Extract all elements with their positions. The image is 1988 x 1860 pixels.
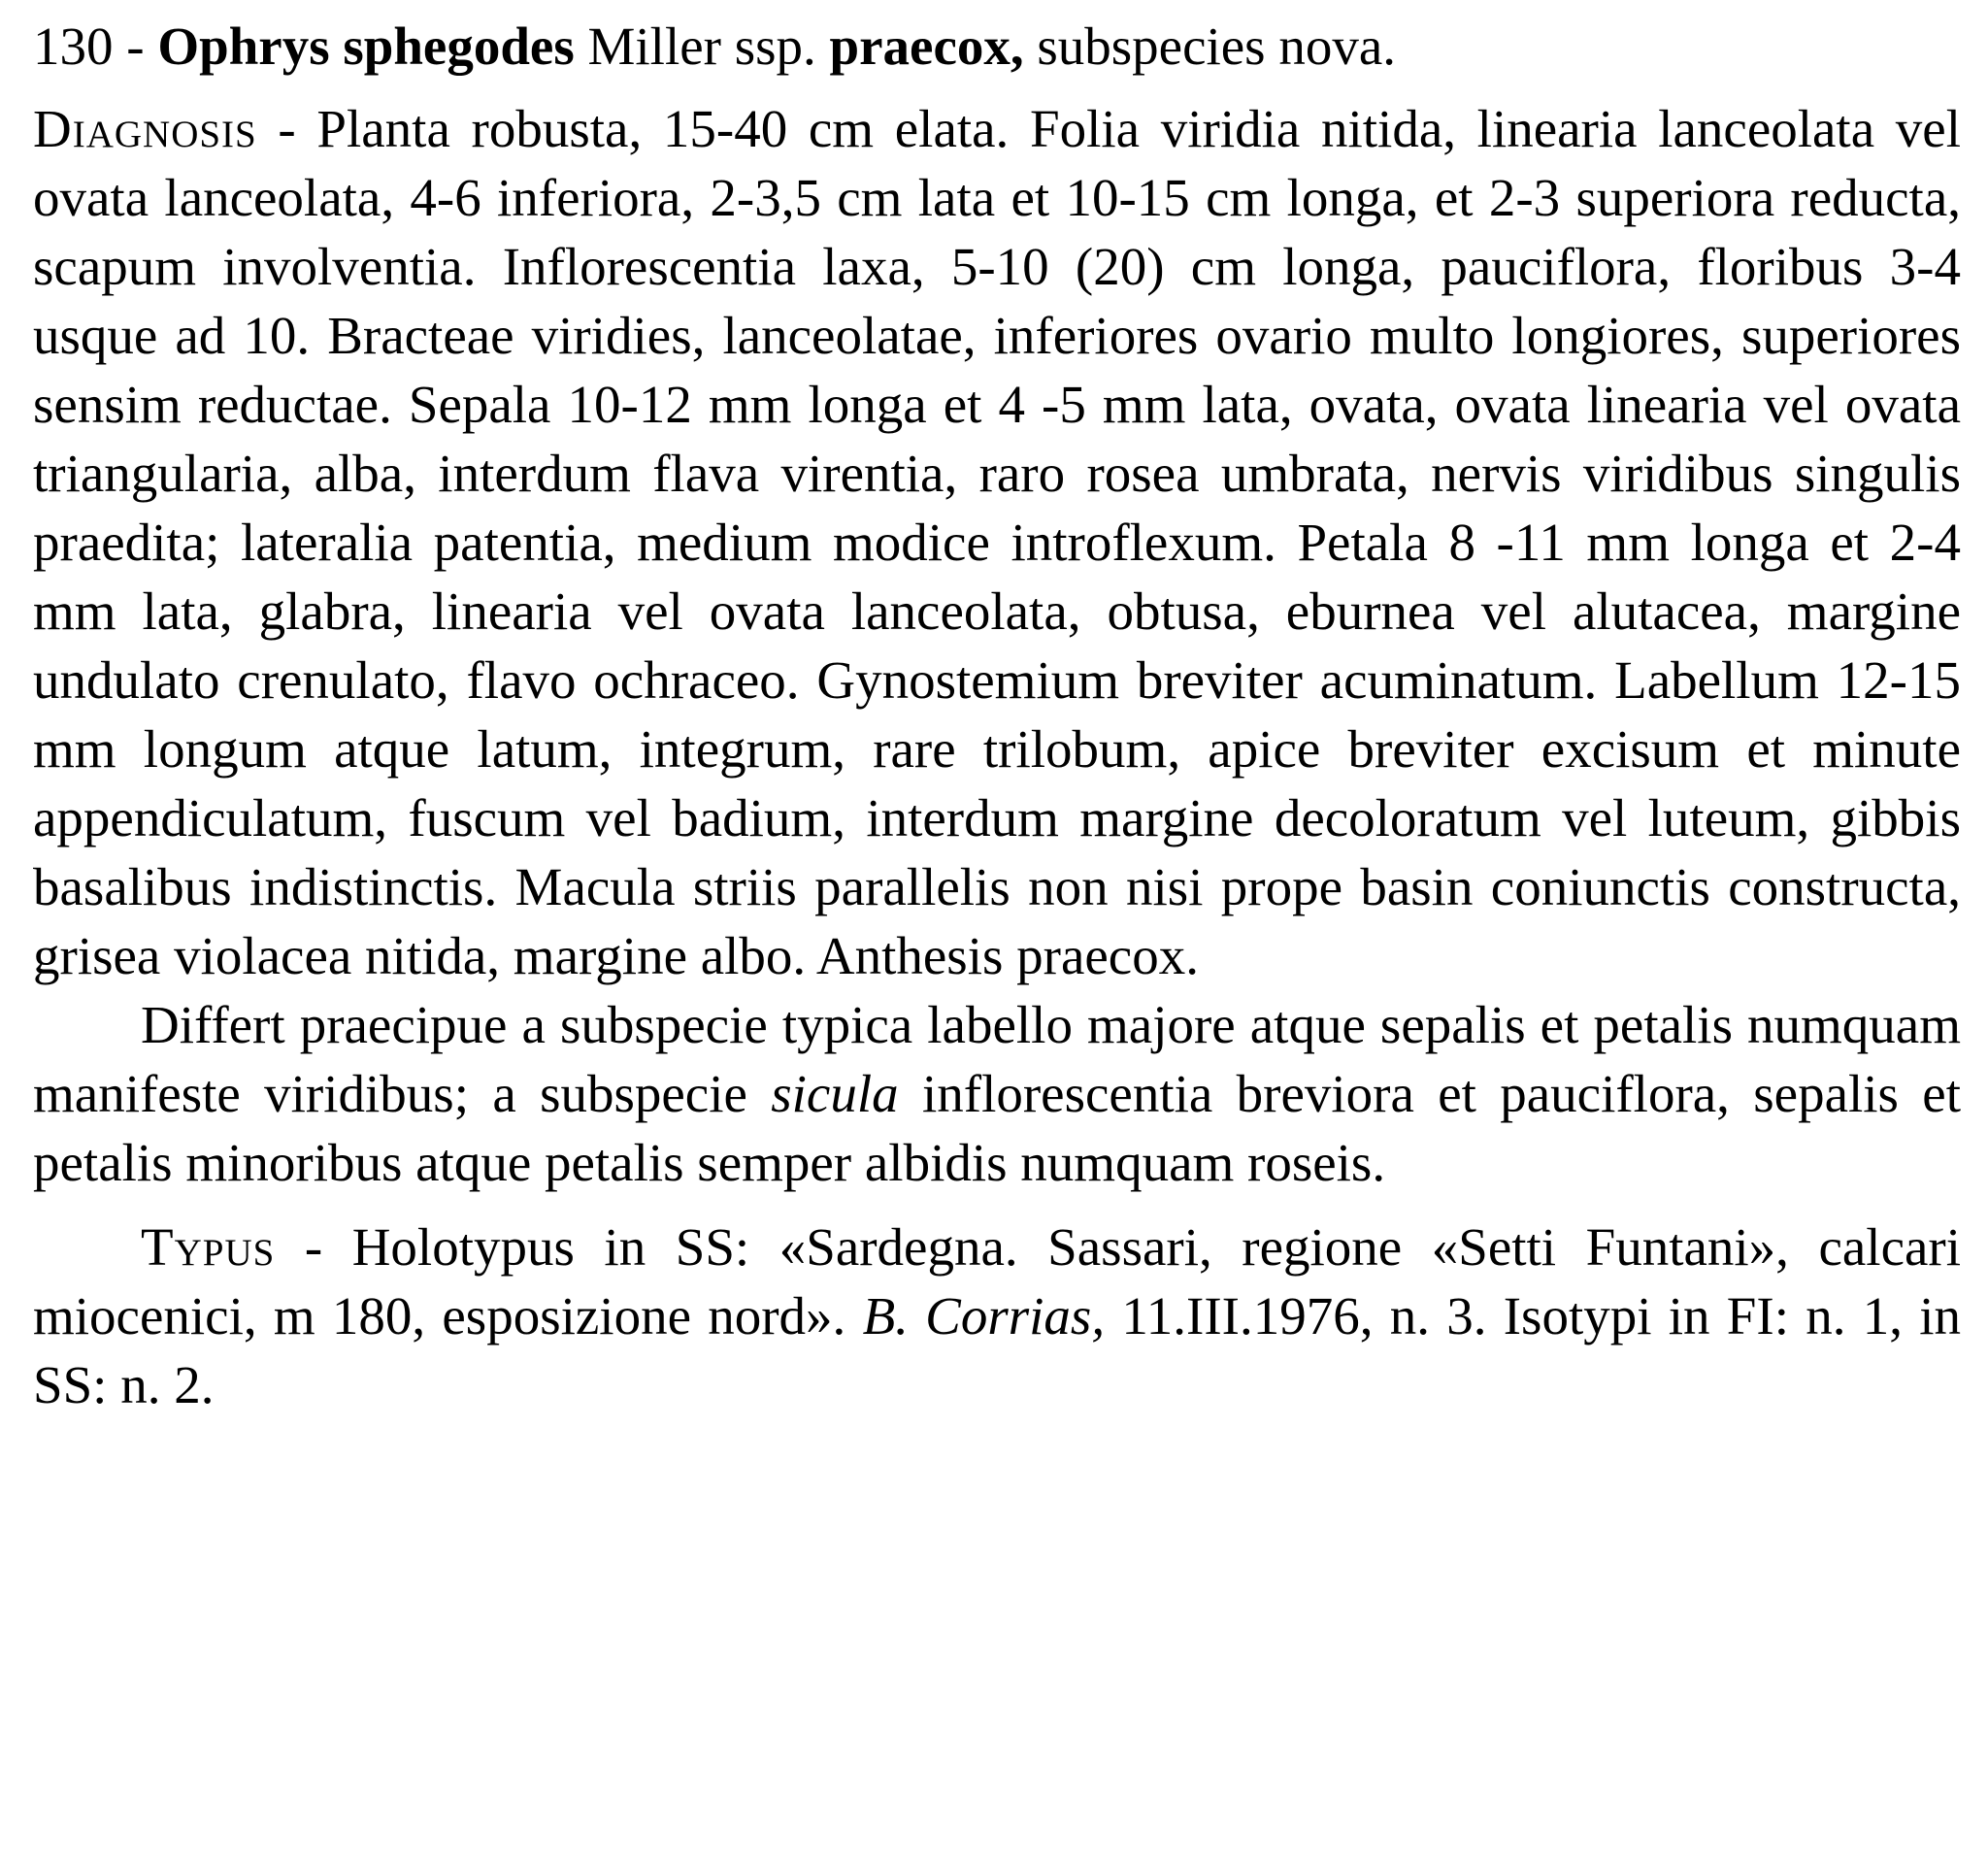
taxon-name: Ophrys sphegodes [157, 17, 575, 76]
entry-number: 130 - [33, 17, 158, 76]
differt-text-1: Differt praecipue a subspecie typica labello majore atque sepalis et petalis numquam manifeste viridibus; a subspecie [33, 995, 1961, 1123]
text-block [33, 12, 1961, 1419]
differt-paragraph [33, 990, 1961, 1197]
taxon-status: subspecies nova. [1023, 17, 1396, 76]
diagnosis-text: - Planta robusta, 15-40 cm elata. Folia viridia nitida, linearia lanceolata vel ovata lanceolata, 4-6 inferiora, 2-3,5 cm lata et 10-15 cm longa, et 2-3 superiora reducta, scapum involventia. Inflorescentia laxa, 5-10 (20) cm longa, pauciflora, floribus 3-4 usque ad 10. Bracteae viridies, lanceolatae, inferiores ovario multo longiores, superiores sensim reductae. Sepala 10-12 mm longa et 4 -5 mm lata, ovata, ovata linearia vel ovata triangularia, alba, interdum flava virentia, raro rosea umbrata, nervis viridibus singulis praedita; lateralia patentia, medium modice introflexum. Petala 8 -11 mm longa et 2-4 mm lata, glabra, linearia vel ovata lanceolata, obtusa, eburnea vel alutacea, margine undulato crenulato, flavo ochraceo. Gynostemium breviter acuminatum. Labellum 12-15 mm longum atque latum, integrum, rare trilobum, apice breviter excisum et minute appendiculatum, fuscum vel badium, interdum margine decoloratum vel luteum, gibbis basalibus indistinctis. Macula striis parallelis non nisi prope basin coniunctis constructa, grisea violacea nitida, margine albo. Anthesis praecox. [33, 99, 1961, 985]
typus-collector: B. Corrias, [862, 1286, 1106, 1345]
typus-text-2: 11.III.1976, n. 3. Isotypi in FI: n. 1, in SS: n. 2. [33, 1286, 1962, 1414]
typus-paragraph [33, 1212, 1961, 1419]
entry-heading [33, 12, 1961, 81]
differt-italic-taxon: sicula [771, 1064, 899, 1123]
taxon-author: Miller ssp. [574, 17, 830, 76]
diagnosis-paragraph [33, 94, 1961, 990]
diagnosis-label: Diagnosis [33, 99, 257, 158]
typus-text-1: - Holotypus in SS: «Sardegna. Sassari, regione «Setti Funtani», calcari miocenici, m 180, esposizione nord». [33, 1217, 1961, 1345]
subspecies-name: praecox, [829, 17, 1024, 76]
differt-text-2: inflorescentia breviora et pauciflora, sepalis et petalis minoribus atque petalis semper albidis numquam roseis. [33, 1064, 1961, 1192]
typus-label: Typus [141, 1217, 276, 1277]
